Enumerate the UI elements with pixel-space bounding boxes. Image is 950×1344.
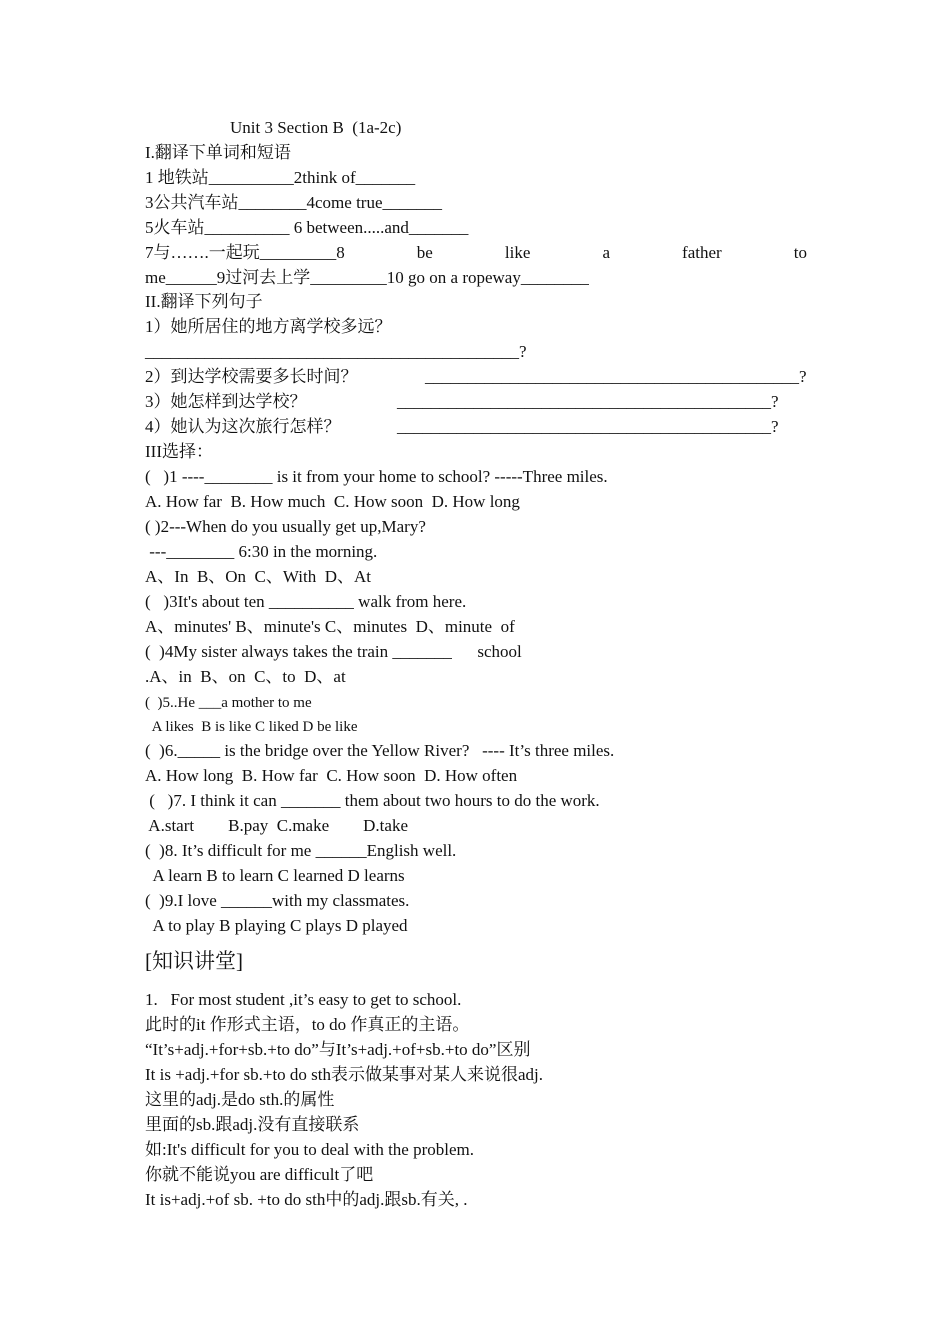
knowledge-heading: [知识讲堂] — [145, 949, 243, 973]
choice-line: A. How long B. How far C. How soon D. How often — [145, 766, 518, 785]
knowledge-line: 这里的adj.是do sth.的属性 — [145, 1090, 335, 1109]
sentence-q4-blank: ____________________________________________? — [397, 417, 779, 436]
sentence-q4: 4）她认为这次旅行怎样？ — [145, 417, 341, 436]
sentence-q3-blank: ____________________________________________? — [397, 392, 779, 411]
vocab-line-4-word: a — [602, 243, 610, 262]
sentence-q2-blank: ____________________________________________? — [425, 367, 807, 386]
page-title: Unit 3 Section B (1a-2c) — [230, 118, 402, 137]
choice-line: ( )7. I think it can _______ them about two hours to do the work. — [145, 791, 600, 810]
choice-line: A、In B、On C、With D、At — [145, 567, 371, 586]
vocab-line-4-word: to — [793, 243, 807, 262]
choice-line: ---________ 6:30 in the morning. — [145, 542, 378, 561]
sentence-q3: 3）她怎样到达学校？ — [145, 392, 307, 411]
choice-line: A likes B is like C liked D be like — [145, 719, 358, 735]
vocab-line-4-word: father — [682, 243, 722, 262]
vocab-line-2: 3公共汽车站________4come true_______ — [145, 193, 442, 212]
choice-line: ( )4My sister always takes the train _______ school — [145, 642, 522, 661]
knowledge-line: 1. For most student ,it’s easy to get to school. — [145, 990, 462, 1009]
choice-line: ( )5..He ___a mother to me — [145, 695, 312, 711]
choice-line: ( )8. It’s difficult for me ______English well. — [145, 841, 457, 860]
vocab-line-3: 5火车站__________ 6 between.....and_______ — [145, 218, 469, 237]
choice-line: .A、in B、on C、to D、at — [145, 667, 346, 686]
vocab-line-4 — [145, 242, 807, 264]
sentence-q1: 1）她所居住的地方离学校多远？ — [145, 317, 392, 336]
choice-line: A to play B playing C plays D played — [145, 916, 408, 935]
vocab-line-4-word: like — [504, 243, 531, 262]
choice-line: ( )1 ----________ is it from your home to school? -----Three miles. — [145, 467, 608, 486]
choice-line: ( )3It's about ten __________ walk from here. — [145, 592, 467, 611]
choice-line: A、minutes' B、minute's C、minutes D、minute of — [145, 617, 515, 636]
knowledge-line: 如:It's difficult for you to deal with the problem. — [145, 1140, 474, 1159]
choice-line: ( )2---When do you usually get up,Mary? — [145, 517, 426, 536]
vocab-line-4-word: be — [416, 243, 433, 262]
choice-line: A.start B.pay C.make D.take — [145, 816, 408, 835]
knowledge-line: “It’s+adj.+for+sb.+to do”与It’s+adj.+of+sb.+to do”区别 — [145, 1040, 531, 1059]
knowledge-line: It is +adj.+for sb.+to do sth表示做某事对某人来说很adj. — [145, 1065, 544, 1084]
section3-heading: III选择： — [145, 442, 213, 461]
section1-heading: I.翻译下单词和短语 — [145, 143, 291, 162]
knowledge-line: It is+adj.+of sb. +to do sth中的adj.跟sb.有关, . — [145, 1190, 468, 1209]
choice-line: A. How far B. How much C. How soon D. How long — [145, 492, 520, 511]
knowledge-line: 此时的it 作形式主语，to do 作真正的主语。 — [145, 1015, 470, 1034]
knowledge-line: 里面的sb.跟adj.没有直接联系 — [145, 1115, 360, 1134]
vocab-line-5: me______9过河去上学_________10 go on a ropeway________ — [145, 268, 589, 287]
section2-heading: II.翻译下列句子 — [145, 292, 263, 311]
knowledge-line: 你就不能说you are difficult了吧 — [145, 1165, 374, 1184]
sentence-q1-blank: ____________________________________________? — [145, 342, 527, 361]
choice-line: ( )6._____ is the bridge over the Yellow River? ---- It’s three miles. — [145, 741, 615, 760]
vocab-line-1: 1 地铁站__________2think of_______ — [145, 168, 416, 187]
choice-line: A learn B to learn C learned D learns — [145, 866, 405, 885]
sentence-q2: 2）到达学校需要多长时间？ — [145, 367, 358, 386]
choice-line: ( )9.I love ______with my classmates. — [145, 891, 410, 910]
vocab-line-4-word: 7与…….一起玩_________8 — [145, 243, 345, 262]
